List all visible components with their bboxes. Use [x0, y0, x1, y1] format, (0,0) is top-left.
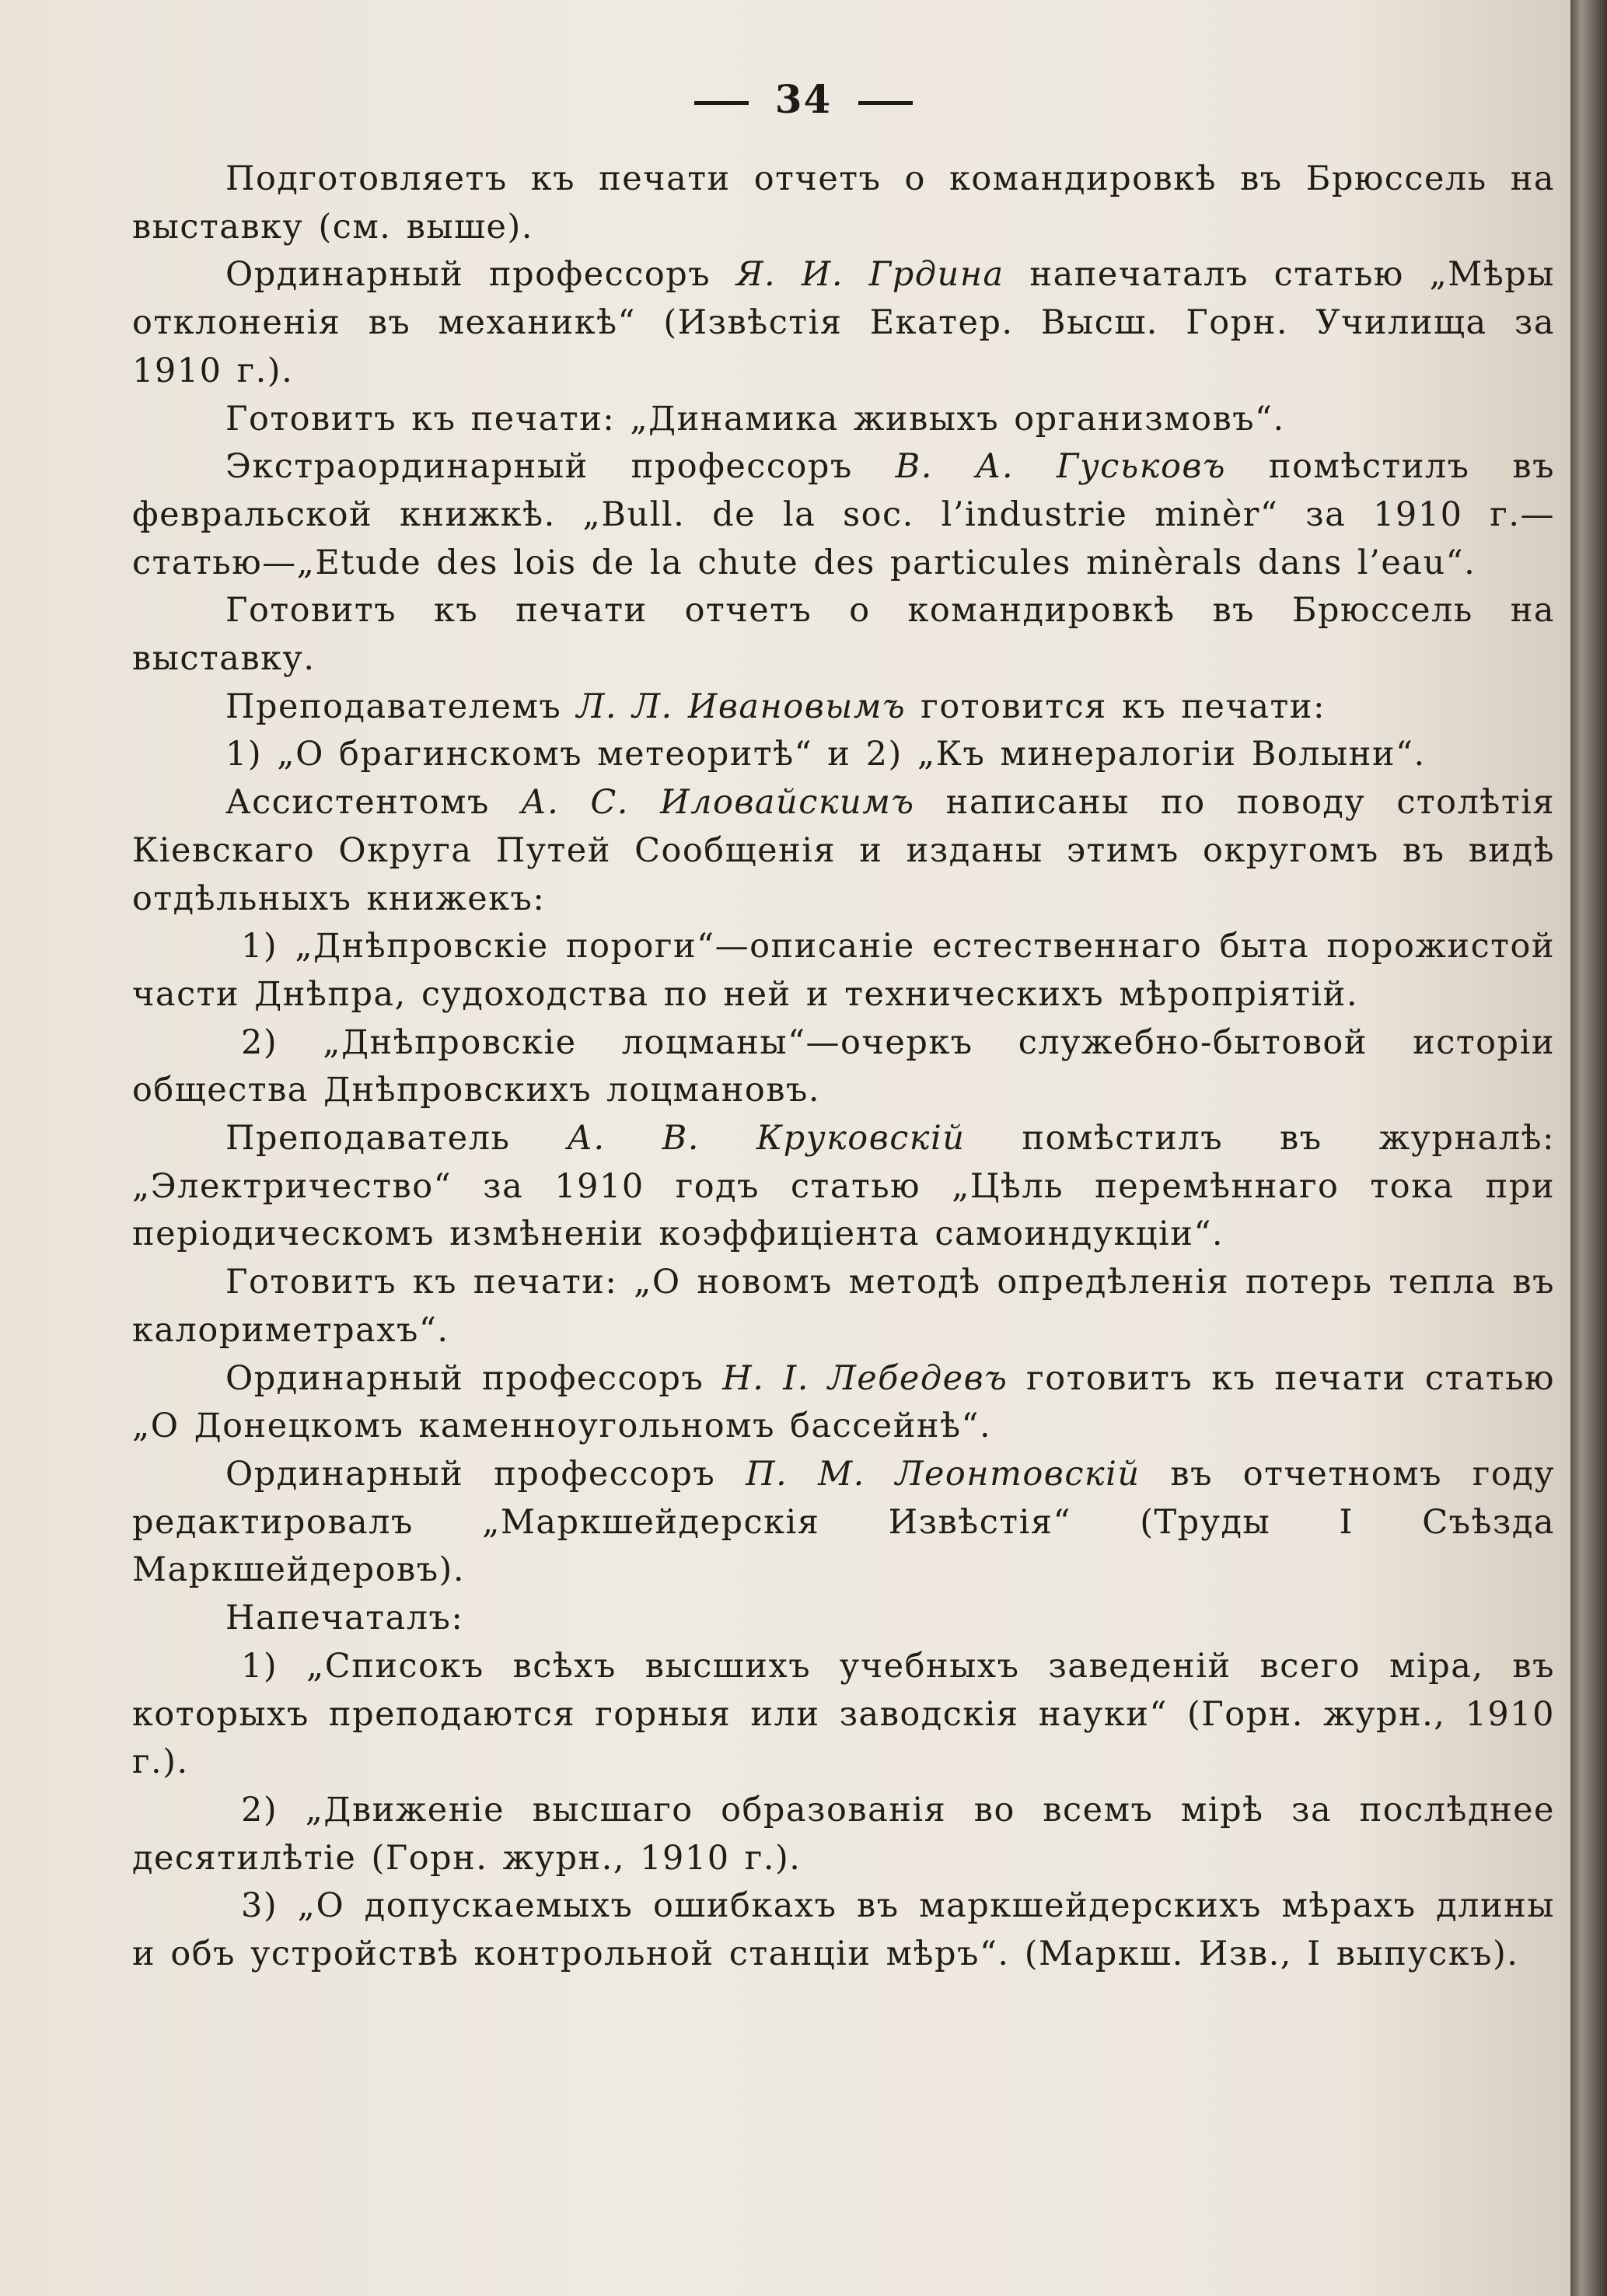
page-number-text: 34 [774, 76, 833, 122]
paragraph-leontovsky: Ординарный профессоръ П. М. Леонтовскій въ отчетномъ году редактировалъ „Маркшейдерскія Извѣстія“ (Труды I Съѣзда Маркшейдеровъ). [132, 1454, 1556, 1590]
paragraph-lebedev: Ординарный профессоръ Н. І. Лебедевъ готовитъ къ печати статью „О Донецкомъ каменноугольномъ бассейнѣ“. [132, 1358, 1555, 1446]
paragraph-meteorite: 1) „О брагинскомъ метеоритѣ“ и 2) „Къ минералогіи Волыни“. [225, 735, 1426, 774]
paragraph-printed: Напечаталъ: [225, 1599, 464, 1638]
author-name: Н. І. Лебедевъ [722, 1358, 1008, 1398]
paragraph-dnieper-rapids: 1) „Днѣпровскіе пороги“—описаніе естественнаго быта порожистой части Днѣпра, судоходства по ней и техническихъ мѣропріятій. [132, 927, 1555, 1014]
book-page-edge [1570, 0, 1607, 2296]
author-name: А. В. Круковскій [567, 1119, 966, 1158]
paragraph-krukovsky: Преподаватель А. В. Круковскій помѣстилъ въ журналѣ: „Электричество“ за 1910 годъ статью „Цѣль перемѣннаго тока при періодическомъ измѣненіи коэффиціента самоиндукціи“. [132, 1119, 1555, 1254]
paragraph-list-3: 3) „О допускаемыхъ ошибкахъ въ маркшейдерскихъ мѣрахъ длины и объ устройствѣ контрольной станціи мѣръ“. (Маркш. Изв., I выпускъ). [132, 1886, 1555, 1974]
author-name: П. М. Леонтовскій [746, 1454, 1141, 1494]
author-name: Л. Л. Ивановымъ [576, 687, 907, 726]
paragraph-guskov: Экстраординарный профессоръ В. А. Гуськовъ помѣстилъ въ февральской книжкѣ. „Bull. de la soc. l’industrie minèr“ за 1910 г.—статью—„Etude des lois de la chute des particules minèrals dans l’eau“. [132, 447, 1555, 582]
paragraph-ivanov: Преподавателемъ Л. Л. Ивановымъ готовится къ печати: [225, 687, 1326, 726]
page-number [0, 76, 1607, 122]
paragraph-report-brussels-2: Готовитъ къ печати отчетъ о командировкѣ въ Брюссель на выставку. [132, 591, 1555, 679]
paragraph-list-2: 2) „Движеніе высшаго образованія во всемъ мірѣ за послѣднее десятилѣтіе (Горн. журн., 1910 г.). [132, 1790, 1555, 1878]
paragraph-calorimeters: Готовитъ къ печати: „О новомъ методѣ опредѣленія потерь тепла въ калориметрахъ“. [132, 1263, 1555, 1350]
author-name: В. А. Гуськовъ [895, 447, 1227, 487]
author-name: А. С. Иловайскимъ [521, 783, 915, 823]
paragraph-ilovaisky: Ассистентомъ А. С. Иловайскимъ написаны по поводу столѣтія Кіевскаго Округа Путей Сообщенія и изданы этимъ округомъ въ видѣ отдѣльныхъ книжекъ: [132, 783, 1555, 918]
dash-right [858, 101, 913, 105]
author-name: Я. И. Грдина [735, 255, 1004, 295]
paragraph-list-1: 1) „Списокъ всѣхъ высшихъ учебныхъ заведеній всего міра, въ которыхъ преподаются горныя или заводскія науки“ (Горн. журн., 1910 г.). [132, 1646, 1555, 1782]
paragraph-dnieper-pilots: 2) „Днѣпровскіе лоцманы“—очеркъ служебно-бытовой исторіи общества Днѣпровскихъ лоцмановъ. [132, 1022, 1555, 1110]
paragraph-report-brussels: Подготовляетъ къ печати отчетъ о командировкѣ въ Брюссель на выставку (см. выше). [132, 159, 1555, 246]
paragraph-grdina: Ординарный профессоръ Я. И. Грдина напечаталъ статью „Мѣры отклоненія въ механикѣ“ (Извѣстія Екатер. Высш. Горн. Училища за 1910 г.). [132, 255, 1556, 390]
dash-left [694, 101, 749, 105]
page-body [132, 156, 1555, 1979]
paragraph-dynamics: Готовитъ къ печати: „Динамика живыхъ организмовъ“. [225, 399, 1285, 439]
